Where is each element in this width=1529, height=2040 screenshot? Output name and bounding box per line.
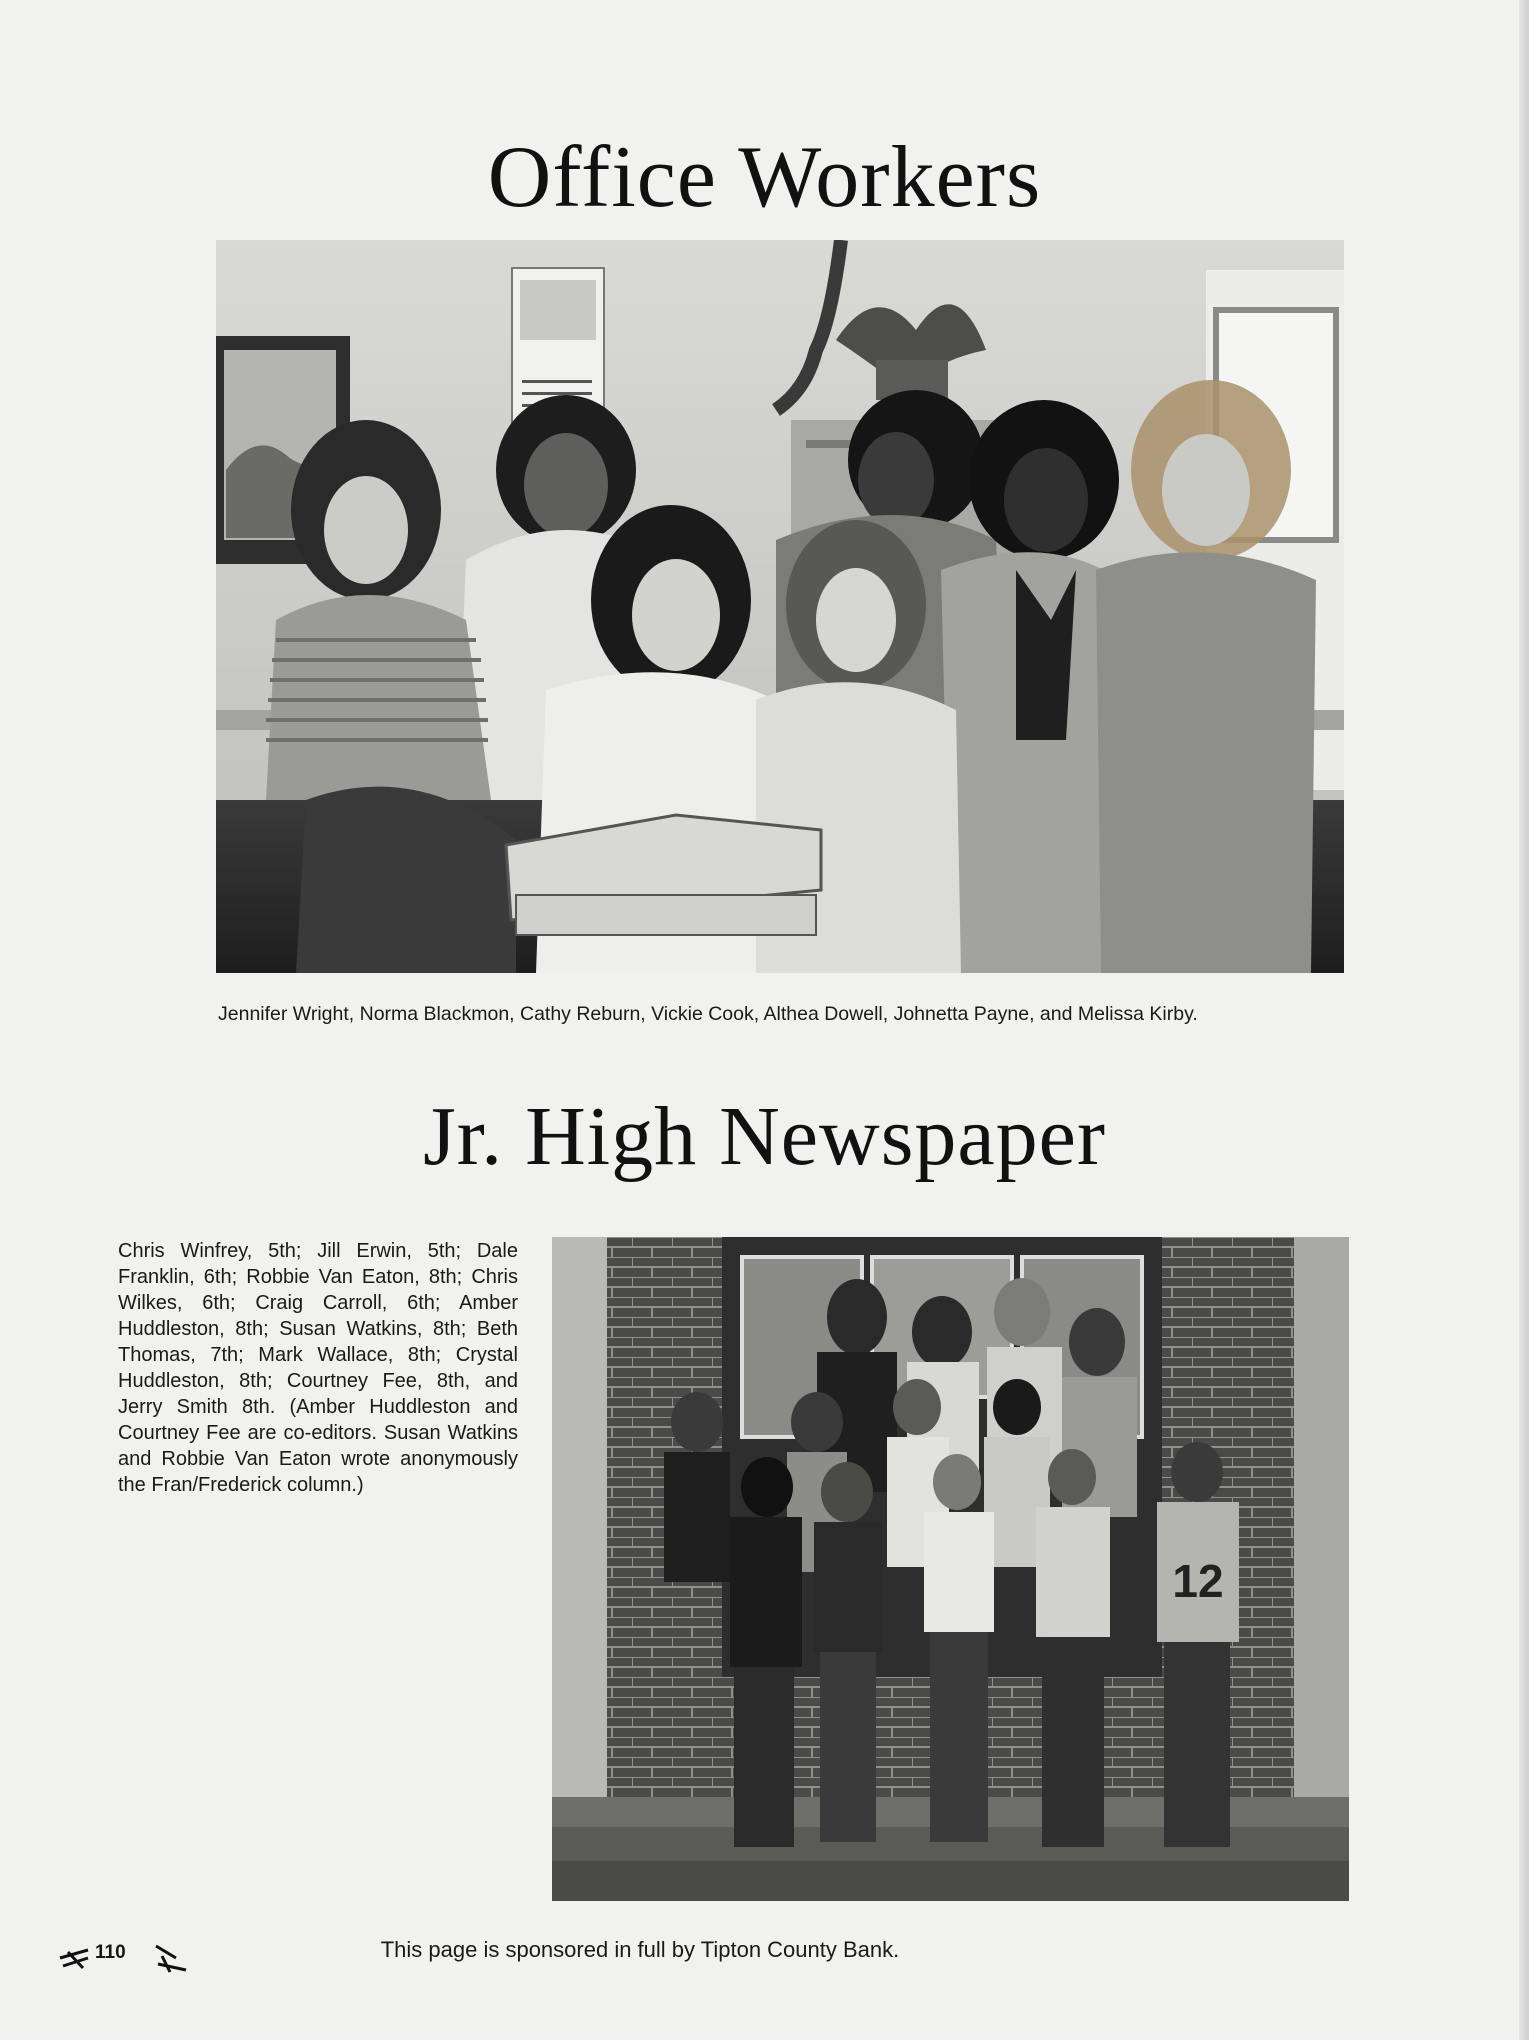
page-number <box>58 1938 188 1978</box>
page-edge <box>1519 0 1529 2040</box>
office-workers-title: Office Workers <box>487 129 1042 226</box>
office-workers-photo <box>216 240 1344 973</box>
jr-high-newspaper-caption: Chris Winfrey, 5th; Jill Erwin, 5th; Dale Franklin, 6th; Robbie Van Eaton, 8th; Chris Wilkes, 6th; Craig Carroll, 6th; Amber Huddleston, 8th; Susan Watkins, 8th; Beth Thomas, 7th; Mark Wallace, 8th; Crystal Huddleston, 8th; Courtney Fee, 8th, and Jerry Smith 8th. (Amber Huddleston and Courtney Fee are co-editors. Susan Watkins and Robbie Van Eaton wrote anonymously the Fran/Frederick column.) <box>118 1240 518 1496</box>
office-workers-caption: Jennifer Wright, Norma Blackmon, Cathy Reburn, Vickie Cook, Althea Dowell, Johnetta Payne, and Melissa Kirby. <box>218 1003 1198 1025</box>
jr-high-newspaper-photo <box>552 1237 1349 1901</box>
page-number-text: 110 <box>95 1942 126 1963</box>
sponsor-note: This page is sponsored in full by Tipton County Bank. <box>380 1937 900 1962</box>
jersey-number: 12 <box>1172 1555 1224 1607</box>
jr-high-newspaper-title: Jr. High Newspaper <box>423 1090 1106 1183</box>
